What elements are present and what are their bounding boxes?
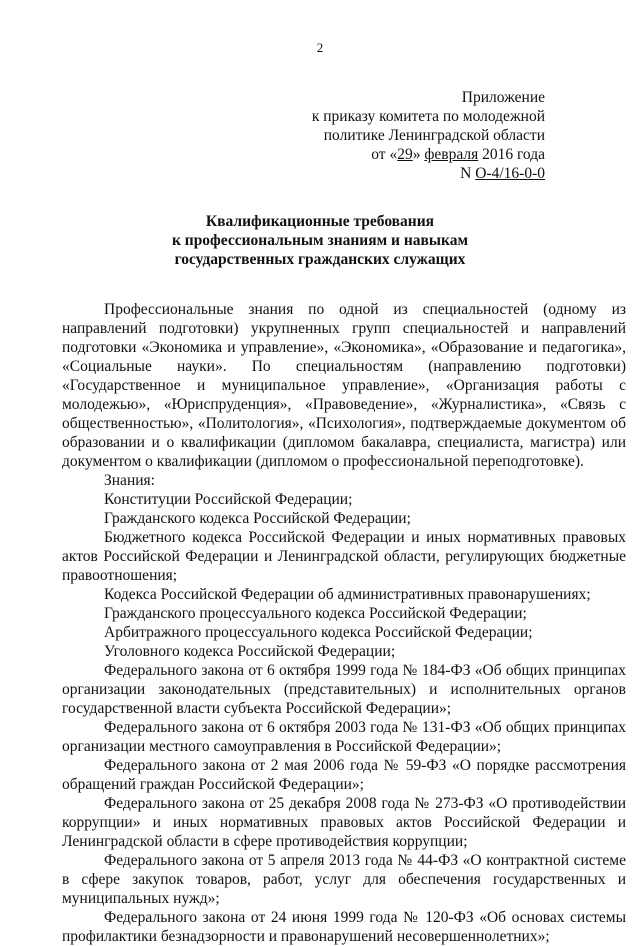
date-year: 2016 года: [478, 146, 545, 163]
number-prefix: N: [460, 165, 476, 182]
list-item: Арбитражного процессуального кодекса Российской Федерации;: [104, 624, 533, 641]
date-day: 29: [397, 146, 413, 163]
list-item: Конституции Российской Федерации;: [104, 491, 353, 508]
list-item: Федерального закона от 2 мая 2006 года № 59-ФЗ «О порядке рассмотрения обращений граждан Российской Федерации»;: [62, 757, 626, 793]
title-line-1: Квалификационные требования: [205, 213, 435, 230]
list-item: Гражданского кодекса Российской Федерации;: [104, 510, 411, 527]
list-item: Федерального закона от 24 июня 1999 года № 120-ФЗ «Об основах системы профилактики безнадзорности и правонарушений несовершеннолетних»;: [62, 909, 626, 945]
appendix-committee-line: политике Ленинградской области: [323, 127, 545, 144]
page-number: 2: [316, 40, 324, 55]
list-item: Гражданского процессуального кодекса Российской Федерации;: [104, 605, 527, 622]
list-item: Бюджетного кодекса Российской Федерации и иных нормативных правовых актов Российской Федерации и Ленинградской области, регулирующих бюджетные правоотношения;: [62, 529, 626, 584]
title-line-2: к профессиональным знаниям и навыкам: [171, 232, 469, 249]
list-item: Федерального закона от 6 октября 1999 года № 184-ФЗ «Об общих принципах организации законодательных (представительных) и исполнительных органов государственной власти субъекта Российской Федерации»;: [62, 662, 626, 717]
date-separator: »: [412, 146, 425, 163]
document-title: [0, 212, 640, 269]
date-month: февраля: [424, 146, 479, 163]
list-item: Уголовного кодекса Российской Федерации;: [104, 643, 396, 660]
appendix-date-line: [245, 145, 545, 164]
list-item: Федерального закона от 5 апреля 2013 года № 44-ФЗ «О контрактной системе в сфере закупок товаров, работ, услуг для обеспечения государственных и муниципальных нужд»;: [62, 852, 626, 907]
paragraph-qualifications: Профессиональные знания по одной из специальностей (одному из направлений подготовки) укрупненных групп специальностей и направлений подготовки «Экономика и управление», «Экономика», «Образование и педагогика», «Социальные науки». По специальностям (направлению подготовки) «Государственное и муниципальное управление», «Организация работы с молодежью», «Юриспруденция», «Правоведение», «Журналистика», «Связь с общественностью», «Политология», «Психология», подтверждаемые документом об образовании и о квалификации (дипломом бакалавра, специалиста, магистра) или документом о квалификации (дипломом о профессиональной переподготовке).: [62, 301, 626, 470]
appendix-block: [245, 88, 545, 183]
document-body: [62, 300, 626, 946]
paragraph-knowledge-heading: Знания:: [104, 472, 155, 489]
appendix-number-line: [245, 164, 545, 183]
date-prefix: от «: [371, 146, 398, 163]
list-item: Кодекса Российской Федерации об административных правонарушениях;: [104, 586, 591, 603]
list-item: Федерального закона от 25 декабря 2008 года № 273-ФЗ «О противодействии коррупции» и иных нормативных правовых актов Российской Федерации и Ленинградской области в сфере противодействия коррупции;: [62, 795, 626, 850]
appendix-order-line: к приказу комитета по молодежной: [311, 108, 545, 125]
list-item: Федерального закона от 6 октября 2003 года № 131-ФЗ «Об общих принципах организации местного самоуправления в Российской Федерации»;: [62, 719, 626, 755]
order-number: О-4/16-0-0: [475, 165, 545, 182]
appendix-label: Приложение: [461, 89, 545, 106]
title-line-3: государственных гражданских служащих: [174, 251, 466, 268]
